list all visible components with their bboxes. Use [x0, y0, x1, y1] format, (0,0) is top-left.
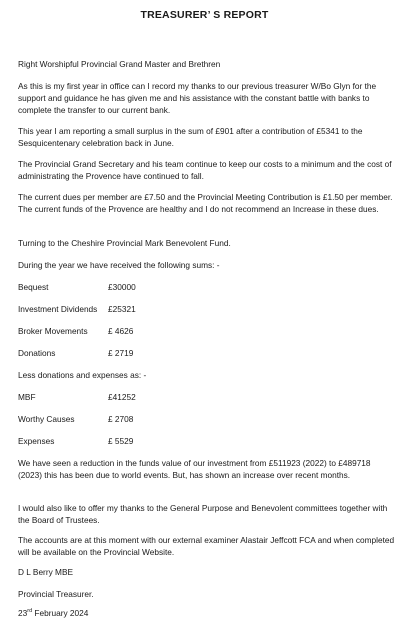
paragraph-dues: The current dues per member are £7.50 and the Provincial Meeting Contribution is £1.50 per member. The current funds of the Provence are healthy and I do not recommend an Increase in these dues. — [18, 192, 393, 214]
paragraph-accounts: The accounts are at this moment with our external examiner Alastair Jeffcott FCA and when completed will be available on the Provincial Website. — [18, 535, 395, 557]
receipt-amount: £25321 — [108, 304, 136, 314]
expense-row-mbf — [18, 391, 136, 403]
receipt-row-dividends — [18, 303, 136, 315]
signatory-name: D L Berry MBE — [18, 567, 74, 577]
date-suffix: rd — [27, 608, 33, 615]
paragraph-surplus: This year I am reporting a small surplus in the sum of £901 after a contribution of £5341 to the Sesquicentenary celebration back in June. — [18, 126, 363, 148]
less-heading: Less donations and expenses as: - — [18, 370, 147, 380]
receipt-row-donations — [18, 347, 134, 359]
expense-row-worthy — [18, 413, 134, 425]
receipt-label: Investment Dividends — [18, 304, 98, 314]
expense-amount: £ 5529 — [108, 436, 134, 446]
expense-amount: £ 2708 — [108, 414, 134, 424]
paragraph-received: During the year we have received the following sums: - — [18, 260, 220, 270]
expense-label: Worthy Causes — [18, 414, 75, 424]
paragraph-costs: The Provincial Grand Secretary and his team continue to keep our costs to a minimum and the cost of administrating the Provence have continued to fall. — [18, 159, 392, 181]
receipt-label: Donations — [18, 348, 56, 358]
paragraph-investment: We have seen a reduction in the funds value of our investment from £511923 (2022) to £489718 (2023) this has been due to world events. But, has shown an increase over recent months. — [18, 458, 371, 480]
expense-amount: £41252 — [108, 392, 136, 402]
date-day: 23 — [18, 608, 28, 618]
receipt-amount: £30000 — [108, 282, 136, 292]
salutation: Right Worshipful Provincial Grand Master and Brethren — [18, 59, 221, 69]
expense-label: MBF — [18, 392, 36, 402]
report-date — [18, 607, 396, 619]
receipt-label: Bequest — [18, 282, 49, 292]
paragraph-benevolent-fund: Turning to the Cheshire Provincial Mark Benevolent Fund. — [18, 238, 231, 248]
date-rest: February 2024 — [32, 608, 89, 618]
receipt-amount: £ 2719 — [108, 348, 134, 358]
receipt-row-broker — [18, 325, 134, 337]
paragraph-thanks: As this is my first year in office can I record my thanks to our previous treasurer W/Bo Glyn for the support and guidance he has given me and his assistance with the constant battle with banks to complete the transfer to our current bank. — [18, 81, 377, 115]
expense-row-expenses — [18, 435, 134, 447]
receipt-row-bequest — [18, 281, 136, 293]
paragraph-committees: I would also like to offer my thanks to the General Purpose and Benevolent committees together with the Board of Trustees. — [18, 503, 388, 525]
report-title: TREASURER’ S REPORT — [140, 9, 269, 21]
receipt-amount: £ 4626 — [108, 326, 134, 336]
signatory-role: Provincial Treasurer. — [18, 589, 94, 599]
expense-label: Expenses — [18, 436, 55, 446]
receipt-label: Broker Movements — [18, 326, 88, 336]
